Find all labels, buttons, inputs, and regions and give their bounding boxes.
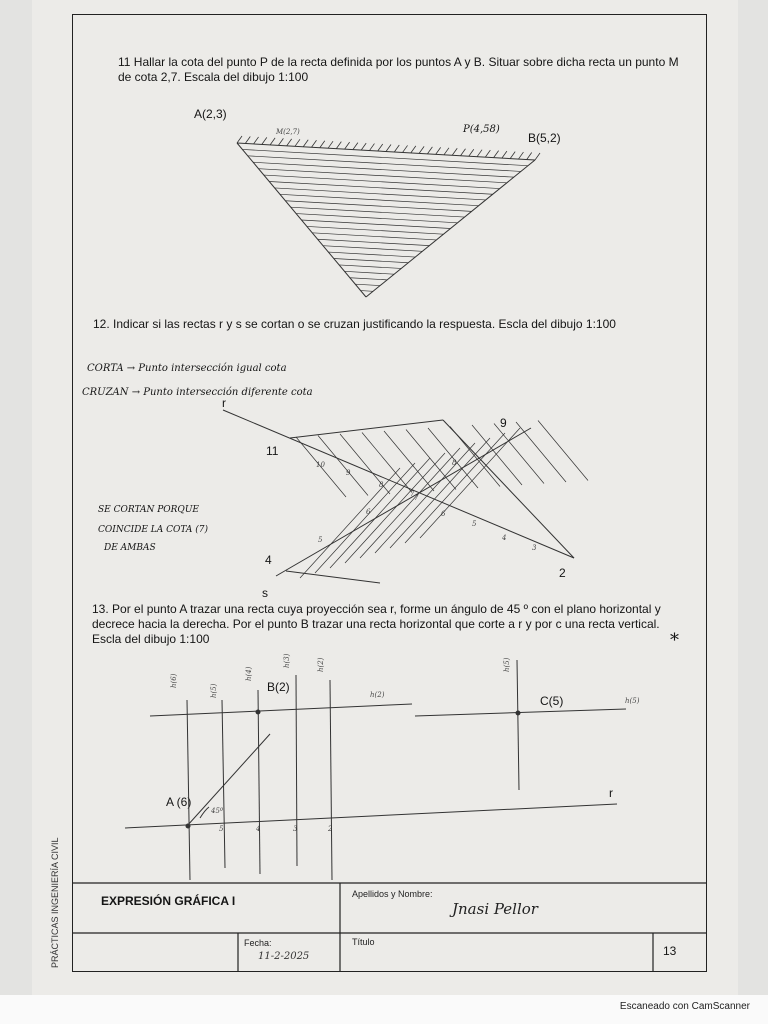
ab-tick — [494, 151, 499, 158]
ab-tick — [419, 146, 424, 153]
vertical-line-h6 — [187, 700, 190, 880]
hatch-line — [375, 443, 475, 553]
hatch-lines-12 — [296, 421, 588, 579]
hatch-line — [494, 424, 544, 484]
hatch-line — [384, 431, 434, 491]
ab-tick — [245, 136, 250, 143]
exercise-13-drawing — [125, 657, 626, 880]
r-tick-label: 5 — [472, 520, 477, 528]
exercise-12-drawing — [223, 410, 588, 583]
ab-tick — [312, 140, 317, 147]
point-p-label: P(4,58) — [463, 124, 500, 135]
page-number: 13 — [663, 944, 677, 958]
ab-tick — [237, 136, 242, 143]
exercise-12-statement: 12. Indicar si las rectas r y s se cortan o se cruzan justificando la respuesta. Escla del dibujo 1:100 — [93, 317, 616, 331]
vertical-label: h(5) — [210, 683, 218, 698]
answer-line-2: COINCIDE LA COTA (7) — [98, 525, 209, 535]
name-label: Apellidos y Nombre: — [352, 889, 433, 899]
hatch-line — [362, 433, 412, 493]
hatch-line — [405, 433, 505, 543]
ab-tick — [328, 141, 333, 148]
ab-tick — [336, 142, 341, 149]
hatch-line — [312, 233, 436, 240]
base-line-r — [125, 804, 617, 828]
hatch-line — [285, 201, 471, 212]
s-tick-label: 7 — [414, 494, 419, 502]
point-c-dot — [516, 711, 520, 715]
point-a-label-11: A(2,3) — [194, 107, 227, 121]
r-tick-label: 4 — [502, 534, 507, 542]
line-r-label-13: r — [609, 786, 613, 800]
line-s-label-12: s — [262, 586, 268, 600]
angle-arc — [200, 807, 209, 818]
exercise-11-drawing — [237, 136, 540, 297]
point-b-dot — [256, 710, 260, 714]
ab-tick — [254, 137, 259, 144]
r-tick-label: 3 — [532, 544, 537, 552]
vertical-line-c — [517, 660, 519, 790]
ab-tick — [361, 143, 366, 150]
ab-tick — [518, 152, 523, 159]
angle-label: 45º — [211, 807, 224, 815]
ab-tick — [403, 145, 408, 152]
hatch-line — [264, 175, 500, 188]
hatch-line — [259, 169, 507, 183]
base-tick-label: 4 — [256, 825, 261, 833]
base-tick-label: 2 — [328, 825, 333, 833]
point-c-label-13: C(5) — [540, 694, 564, 708]
ab-tick — [394, 145, 399, 152]
vertical-label: h(2) — [317, 657, 325, 672]
ab-tick — [353, 143, 358, 150]
hatch-line — [345, 453, 445, 563]
point-b-label-13: B(2) — [267, 680, 290, 694]
line-s-lower — [286, 571, 380, 583]
signature: Jnasi Pellor — [452, 900, 538, 918]
hatch-line — [390, 438, 490, 548]
hatch-line — [330, 458, 430, 568]
ab-tick — [461, 149, 466, 156]
hatch-line — [420, 428, 520, 538]
ab-tick — [510, 152, 515, 159]
vertical-label-c: h(5) — [503, 657, 511, 672]
r-tick-label: 6 — [441, 510, 446, 518]
scanner-footer: Escaneado con CamScanner — [619, 1001, 750, 1012]
asterisk-mark: * — [670, 630, 679, 651]
ab-tick — [278, 138, 283, 145]
ab-tick — [369, 144, 374, 151]
h2-label: h(2) — [370, 691, 385, 699]
ab-tick — [270, 138, 275, 145]
course-title: EXPRESIÓN GRÁFICA I — [101, 894, 236, 908]
point-a-label-13: A (6) — [166, 795, 192, 809]
answer-line-3: DE AMBAS — [104, 543, 156, 553]
hatch-line — [328, 252, 415, 257]
ab-ticks — [237, 136, 540, 160]
hatch-line — [269, 182, 493, 195]
exercise-11-statement: 11 Hallar la cota del punto P de la recta definida por los puntos A y B. Situar sobre dicha recta un punto M de cota 2,7. Escala del dibujo 1:100 — [118, 55, 679, 84]
hatch-line — [318, 436, 368, 496]
point-m-label: M(2,7) — [276, 128, 300, 136]
hatch-line — [280, 194, 479, 205]
vertical-line-h2 — [330, 680, 332, 880]
ab-tick — [303, 140, 308, 147]
vertical-line-h4 — [258, 690, 260, 874]
hatch-line — [406, 430, 456, 490]
r-tick-label: 10 — [316, 461, 325, 469]
hatch-line — [307, 226, 444, 234]
s-tick-label: 8 — [452, 459, 457, 467]
hatch-line — [516, 422, 566, 482]
ab-tick — [535, 153, 540, 160]
hatch-line — [355, 284, 380, 285]
base-tick-label: 3 — [293, 825, 298, 833]
hatch-line — [334, 259, 409, 263]
s-tick-label: 5 — [318, 536, 323, 544]
hatch-line — [345, 271, 395, 274]
ab-tick — [411, 146, 416, 153]
note-cruzan: CRUZAN → Punto intersección diferente cota — [82, 387, 313, 398]
ab-tick — [427, 147, 432, 154]
hatch-lines-11 — [242, 149, 528, 291]
hatch-line — [275, 188, 486, 200]
ab-tick — [320, 141, 325, 148]
base-tick-label: 5 — [219, 825, 224, 833]
vertical-label: h(3) — [283, 653, 291, 668]
line-45-degrees — [187, 734, 270, 826]
line-r-label-12: r — [222, 396, 226, 410]
r-tick-label: 7 — [410, 490, 415, 498]
r-tick-label: 8 — [379, 481, 384, 489]
ab-tick — [452, 148, 457, 155]
note-corta: CORTA → Punto intersección igual cota — [87, 363, 287, 374]
label-9: 9 — [500, 416, 507, 430]
hatch-line — [350, 278, 387, 280]
label-11: 11 — [266, 444, 279, 458]
horizontal-h2-line — [150, 704, 412, 716]
ab-tick — [469, 149, 474, 156]
vertical-label: h(4) — [245, 666, 253, 681]
point-b-label-11: B(5,2) — [528, 131, 561, 145]
ab-tick — [485, 150, 490, 157]
hatch-line — [339, 265, 401, 269]
line-r-upper — [290, 420, 443, 438]
ab-tick — [386, 145, 391, 152]
ab-tick — [502, 151, 507, 158]
hatch-line — [315, 463, 415, 573]
side-label: PRÁCTICAS INGENIERÍA CIVIL — [50, 837, 60, 968]
ab-tick — [378, 144, 383, 151]
ab-tick — [444, 148, 449, 155]
ab-tick — [477, 150, 482, 157]
date-value: 11-2-2025 — [258, 951, 310, 962]
ab-tick — [436, 147, 441, 154]
ab-tick — [262, 137, 267, 144]
title-label: Título — [352, 937, 375, 947]
s-tick-label: 6 — [366, 508, 371, 516]
hatch-line — [361, 291, 373, 292]
hatch-line — [538, 421, 588, 481]
h5-label: h(5) — [625, 697, 640, 705]
hatch-line — [323, 246, 422, 252]
hatch-line — [300, 468, 400, 578]
vertical-label: h(6) — [170, 673, 178, 688]
hatch-line — [340, 434, 390, 494]
ab-tick — [287, 139, 292, 146]
exercise-13-statement: 13. Por el punto A trazar una recta cuya proyección sea r, forme un ángulo de 45 º con el plano horizontal y decrece hacia la derecha. Por el punto B trazar una recta horizontal que corte a r y por c una recta vertical. Escla del dibujo 1:100 — [92, 602, 661, 646]
hatch-line — [360, 448, 460, 558]
vertical-line-h3 — [296, 675, 297, 866]
label-2: 2 — [559, 566, 566, 580]
date-label: Fecha: — [244, 938, 272, 948]
answer-line-1: SE CORTAN PORQUE — [98, 505, 199, 515]
hatch-line — [253, 162, 514, 177]
hatch-line — [318, 239, 430, 245]
hatch-line — [248, 156, 521, 172]
r-tick-label: 9 — [346, 469, 351, 477]
horizontal-h5-line — [415, 709, 626, 716]
label-4: 4 — [265, 553, 272, 567]
point-a-dot — [186, 824, 190, 828]
hatch-line — [296, 437, 346, 497]
hatch-line — [291, 207, 465, 217]
ab-tick — [295, 139, 300, 146]
ab-tick — [527, 153, 532, 160]
ab-tick — [345, 142, 350, 149]
